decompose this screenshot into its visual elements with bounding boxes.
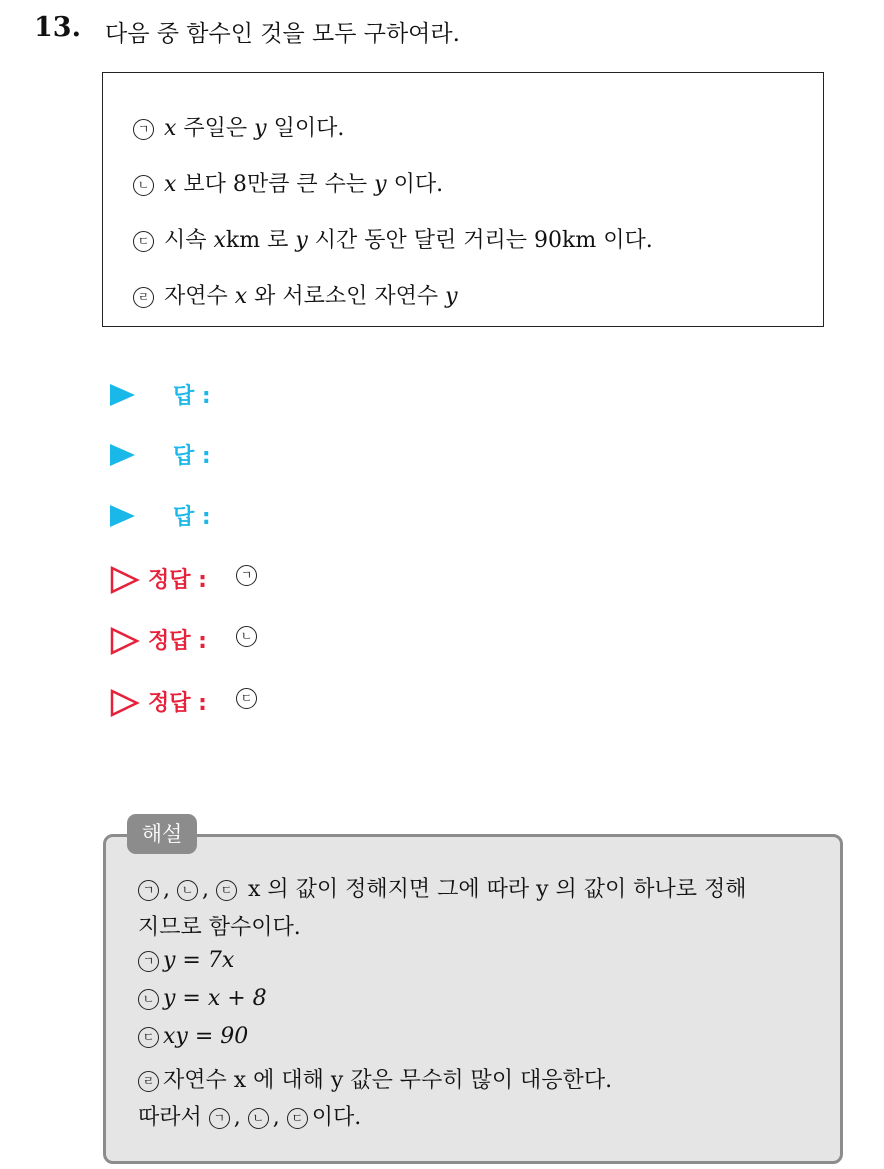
outline-triangle-icon [110,627,140,655]
solution-eq-4: ㄹ 자연수 x 에 대해 y 값은 무수히 많이 대응한다. [138,1063,612,1094]
choice-3: ㄷ 시속 xkm 로 y 시간 동안 달린 거리는 90km 이다. [133,223,653,254]
question-text: 다음 중 함수인 것을 모두 구하여라. [105,21,460,47]
correct-label: 정답 : [148,568,207,593]
choice-4: ㄹ 자연수 x 와 서로소인 자연수 y [133,279,458,310]
outline-triangle-icon [110,689,140,717]
play-triangle-icon [110,505,135,527]
solution-eq-2: ㄴ y = x + 8 [138,986,267,1011]
choice-1: ㄱ x 주일은 y 일이다. [133,111,344,142]
solution-conclusion: 따라서 ㄱ , ㄴ , ㄷ 이다. [138,1105,362,1130]
answer-label: 답 : [173,444,211,469]
choice-marker: ㄴ [133,175,154,196]
correct-label: 정답 : [148,629,207,654]
choice-marker: ㄹ [133,287,154,308]
answer-label: 답 : [173,505,211,530]
correct-answer-marker: ㄱ [236,565,257,586]
correct-answer-marker: ㄴ [236,626,257,647]
question-number: 13. [34,12,81,43]
choices-box [102,72,824,327]
choice-2: ㄴ x 보다 8만큼 큰 수는 y 이다. [133,167,443,198]
answer-label: 답 : [173,384,211,409]
solution-line-2: 지므로 함수이다. [138,915,301,940]
play-triangle-icon [110,444,135,466]
solution-tab: 해설 [127,814,197,854]
correct-label: 정답 : [148,691,207,716]
solution-line-1: ㄱ , ㄴ , ㄷ x 의 값이 정해지면 그에 따라 y 의 값이 하나로 정해 [138,872,747,903]
choice-marker: ㄱ [133,119,154,140]
correct-answer-marker: ㄷ [236,688,257,709]
solution-eq-3: ㄷ xy = 90 [138,1024,248,1049]
solution-eq-1: ㄱ y = 7x [138,948,234,973]
outline-triangle-icon [110,566,140,594]
choice-marker: ㄷ [133,231,154,252]
play-triangle-icon [110,384,135,406]
